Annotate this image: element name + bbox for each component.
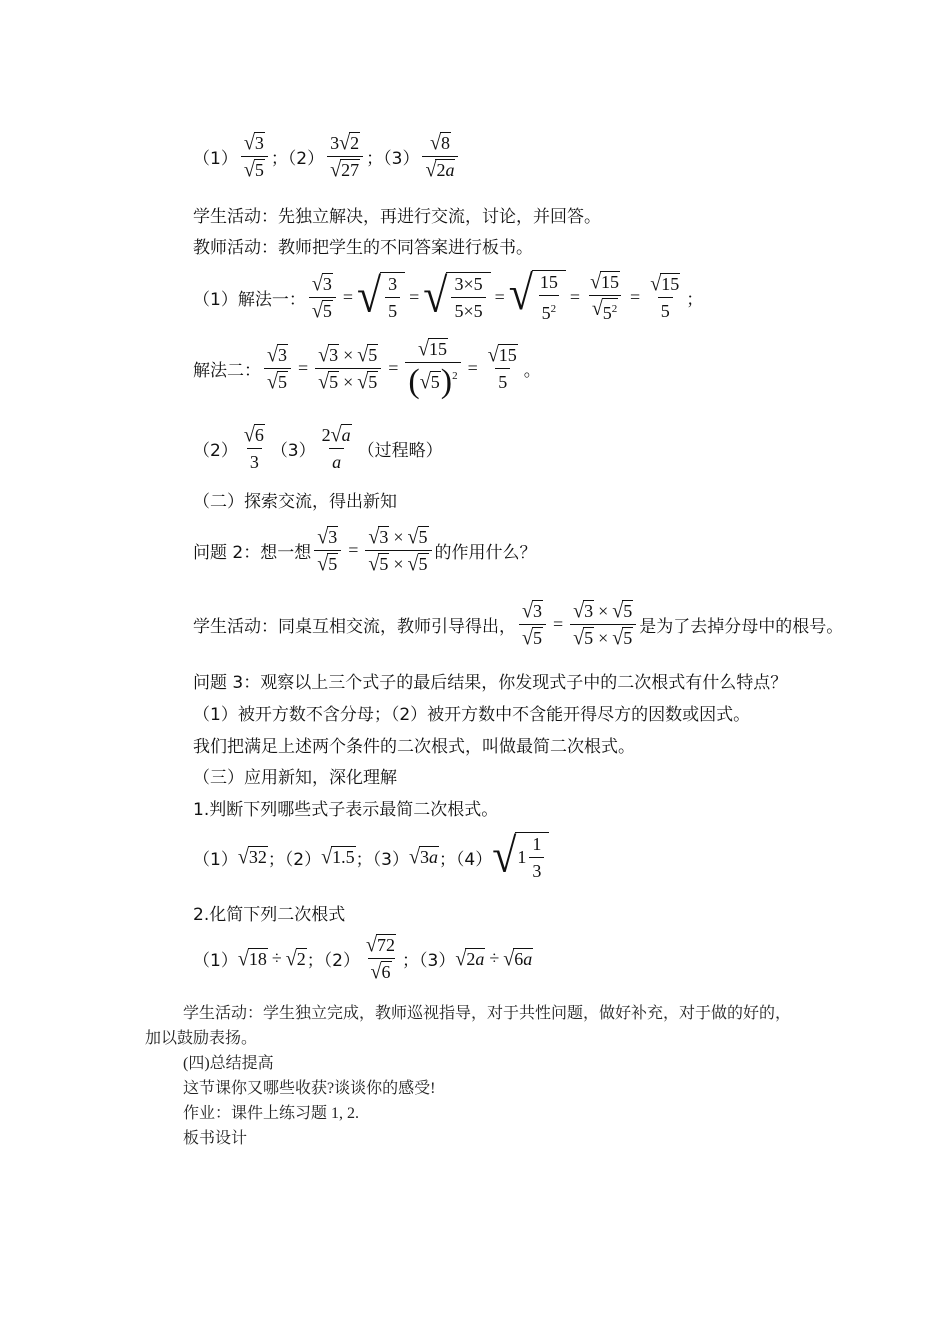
fraction-sqrt6-over-3: √ 6 3: [243, 423, 264, 472]
equals-sign: =: [569, 286, 581, 307]
sqrt-1-5: √ 1.5: [321, 845, 355, 869]
student-activity-3-line-1: 学生活动：学生独立完成，教师巡视指导，对于共性问题，做好补充，对于做的好的，: [183, 1005, 792, 1022]
homework: 作业：课件上练习题 1, 2.: [183, 1105, 360, 1122]
task-1-items: [193, 828, 549, 883]
question-2-suffix: 的作用什么？: [434, 543, 537, 563]
board-design: 板书设计: [183, 1130, 248, 1147]
question-2-prefix: 问题 2：想一想: [193, 543, 312, 563]
process-omitted-note: （过程略）: [357, 441, 443, 461]
sqrt-mixed-1-1-3: √ 1 $\frac{1}{3}$: [492, 832, 549, 882]
label-1: （1）: [193, 849, 238, 870]
fraction-sqrt15-over-paren-sqrt5-squared: √ 15 ( √ 5 ) $^2$: [405, 338, 460, 399]
label-2: ；（2）: [306, 951, 361, 971]
solution-2-label: 解法二：: [193, 361, 261, 381]
sqrt-of-3x5-over-5x5: √ $\frac{3\times 5}{5\times 5}$: [423, 272, 490, 322]
sqrt-6a: √ 6a: [503, 946, 533, 971]
sqrt-32: √ 32: [237, 845, 267, 869]
fraction-sqrt15-over-5: √ 15 5: [650, 271, 680, 321]
label-2: （2）: [193, 441, 238, 461]
task-2-heading: 2.化简下列二次根式: [193, 905, 346, 925]
label-3: ；（3）: [355, 849, 409, 870]
student-activity-1: 学生活动：先独立解决，再进行交流，讨论，并回答。: [193, 207, 601, 227]
label-3: ；（3）: [366, 149, 420, 169]
fraction-sqrt15-over-sqrt5sq: √ 15 √ $5^2$: [587, 271, 623, 324]
student-activity-2-prefix: 学生活动：同桌互相交流，教师引导得出，: [193, 617, 516, 637]
solution-method-2: [193, 338, 541, 399]
solution-method-1: [193, 266, 704, 324]
fraction-2sqrta-over-a: 2 √ a a: [321, 423, 351, 472]
equals-sign: =: [297, 358, 309, 378]
equals-sign: =: [388, 358, 399, 378]
fraction-product-form: √ 3 × √ 5 √ 5 × √ 5: [365, 526, 431, 575]
task-1-heading: 1.判断下列哪些式子表示最简二次根式。: [193, 800, 499, 820]
equals-sign: =: [467, 358, 478, 378]
student-activity-2-suffix: 是为了去掉分母中的根号。: [639, 617, 844, 637]
divide-sign: ÷: [271, 948, 282, 968]
semicolon: ；: [686, 289, 704, 310]
sqrt-18: √ 18: [237, 946, 267, 971]
fraction-sqrt8-over-sqrt2a: √ 8 √ 2a: [422, 132, 458, 181]
label-1: （1）: [193, 951, 238, 971]
fraction-sqrt3-over-sqrt5: √ 3 √ 5: [264, 344, 291, 393]
equals-sign: =: [494, 286, 505, 307]
question-2: [193, 526, 537, 575]
section-4-heading: (四)总结提高: [183, 1055, 274, 1072]
label-3: ；（3）: [402, 951, 456, 971]
fraction-sqrt3-over-sqrt5: √ 3 √ 5: [519, 600, 546, 649]
conditions: （1）被开方数不含分母；（2）被开方数中不含能开得尽方的因数或因式。: [193, 705, 751, 725]
equals-sign: =: [552, 614, 564, 634]
divide-sign: ÷: [489, 948, 500, 968]
label-4: ；（4）: [438, 849, 493, 870]
student-activity-3-line-2: 加以鼓励表扬。: [145, 1030, 258, 1047]
sqrt-3a: √ 3a: [408, 845, 438, 869]
teacher-activity-1: 教师活动：教师把学生的不同答案进行板书。: [193, 238, 533, 258]
fraction-sqrt72-over-sqrt6: √ 72 √ 6: [366, 933, 395, 984]
summary-prompt: 这节课你又哪些收获?谈谈你的感受!: [183, 1080, 436, 1097]
sqrt-2: √ 2: [285, 946, 306, 971]
exercise-list-1: [193, 132, 461, 181]
task-2-items: [193, 934, 533, 983]
fraction-sqrt15-over-5: √ 15 5: [487, 343, 517, 392]
definition: 我们把满足上述两个条件的二次根式，叫做最简二次根式。: [193, 737, 635, 757]
section-3-heading: （三）应用新知，深化理解: [193, 768, 397, 788]
fraction-sqrt3-over-sqrt5: √ 3 √ 5: [309, 273, 336, 322]
fraction-sqrt3-over-sqrt5: √ 3 √ 5: [241, 132, 268, 181]
equals-sign: =: [409, 286, 420, 307]
period: 。: [523, 361, 541, 381]
fraction-product-form: √ 3 × √ 5 √ 5 × √ 5: [315, 344, 381, 393]
label-2: ；（2）: [270, 149, 325, 169]
answers-2-3: [193, 424, 443, 473]
fraction-sqrt3-over-sqrt5: √ 3 √ 5: [314, 526, 341, 575]
sqrt-of-3-over-5: √ $\frac{3}{5}$: [357, 272, 405, 322]
section-2-heading: （二）探索交流，得出新知: [193, 492, 397, 512]
question-3: 问题 3：观察以上三个式子的最后结果，你发现式子中的二次根式有什么特点？: [193, 673, 788, 693]
equals-sign: =: [348, 540, 359, 560]
fraction-product-form: √ 3 × √ 5 √ 5 × √ 5: [570, 600, 636, 649]
equals-sign: =: [342, 286, 353, 307]
fraction-3sqrt2-over-sqrt27: 3 √ 2 √ 27: [327, 132, 363, 181]
sqrt-of-15-over-5sq: √ $\frac{15}{5^2}$: [509, 270, 566, 324]
label-2: ；（2）: [267, 849, 322, 870]
label-1: （1）: [193, 149, 238, 169]
sqrt-2a: √ 2a: [455, 946, 485, 971]
student-activity-2: [193, 600, 843, 649]
solution-1-label: （1）解法一：: [193, 289, 306, 310]
label-3: （3）: [270, 441, 316, 461]
equals-sign: =: [630, 286, 641, 307]
